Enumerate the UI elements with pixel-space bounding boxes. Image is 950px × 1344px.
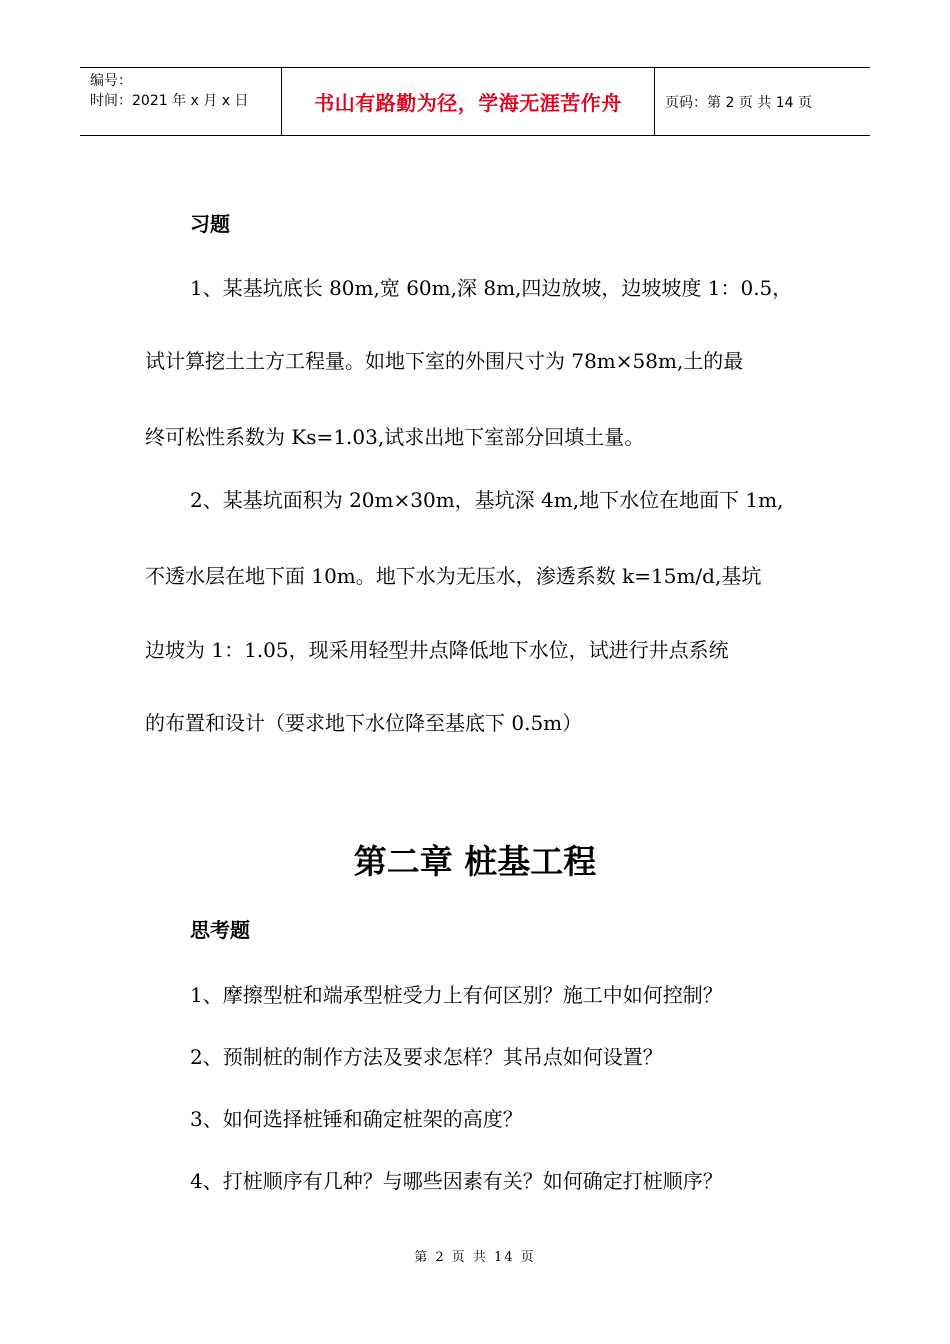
exercise-2-line-1: 2、某基坑面积为 20m×30m，基坑深 4m,地下水位在地面下 1m,	[190, 488, 784, 512]
exercise-1-line-2: 试计算挖土土方工程量。如地下室的外围尺寸为 78m×58m,土的最	[145, 349, 744, 373]
header-meta	[80, 68, 282, 135]
exercise-2-line-3: 边坡为 1：1.05，现采用轻型井点降低地下水位，试进行井点系统	[145, 638, 729, 662]
time-label: 时间：2021 年 x 月 x 日	[90, 93, 249, 109]
chapter-title: 第二章 桩基工程	[353, 842, 597, 881]
exercise-2-line-2: 不透水层在地下面 10m。地下水为无压水，渗透系数 k=15m/d,基坑	[145, 564, 762, 588]
header-motto: 书山有路勤为径，学海无涯苦作舟	[282, 68, 655, 135]
page-footer: 第 2 页 共 14 页	[414, 1250, 536, 1265]
question-4: 4、打桩顺序有几种？与哪些因素有关？如何确定打桩顺序？	[190, 1169, 723, 1193]
header-page-info: 页码：第 2 页 共 14 页	[665, 94, 812, 111]
review-questions-heading: 思考题	[190, 918, 250, 942]
exercise-1-line-1: 1、某基坑底长 80m,宽 60m,深 8m,四边放坡，边坡坡度 1：0.5，	[190, 276, 793, 300]
page-header	[80, 67, 870, 136]
question-3: 3、如何选择桩锤和确定桩架的高度？	[190, 1107, 523, 1131]
exercises-heading: 习题	[190, 212, 230, 236]
number-label: 编号：	[90, 73, 132, 89]
question-2: 2、预制桩的制作方法及要求怎样？其吊点如何设置？	[190, 1045, 663, 1069]
exercise-2-line-4: 的布置和设计（要求地下水位降至基底下 0.5m）	[145, 711, 583, 735]
question-1: 1、摩擦型桩和端承型桩受力上有何区别？施工中如何控制？	[190, 983, 723, 1007]
exercise-1-line-3: 终可松性系数为 Ks=1.03,试求出地下室部分回填土量。	[145, 425, 645, 449]
